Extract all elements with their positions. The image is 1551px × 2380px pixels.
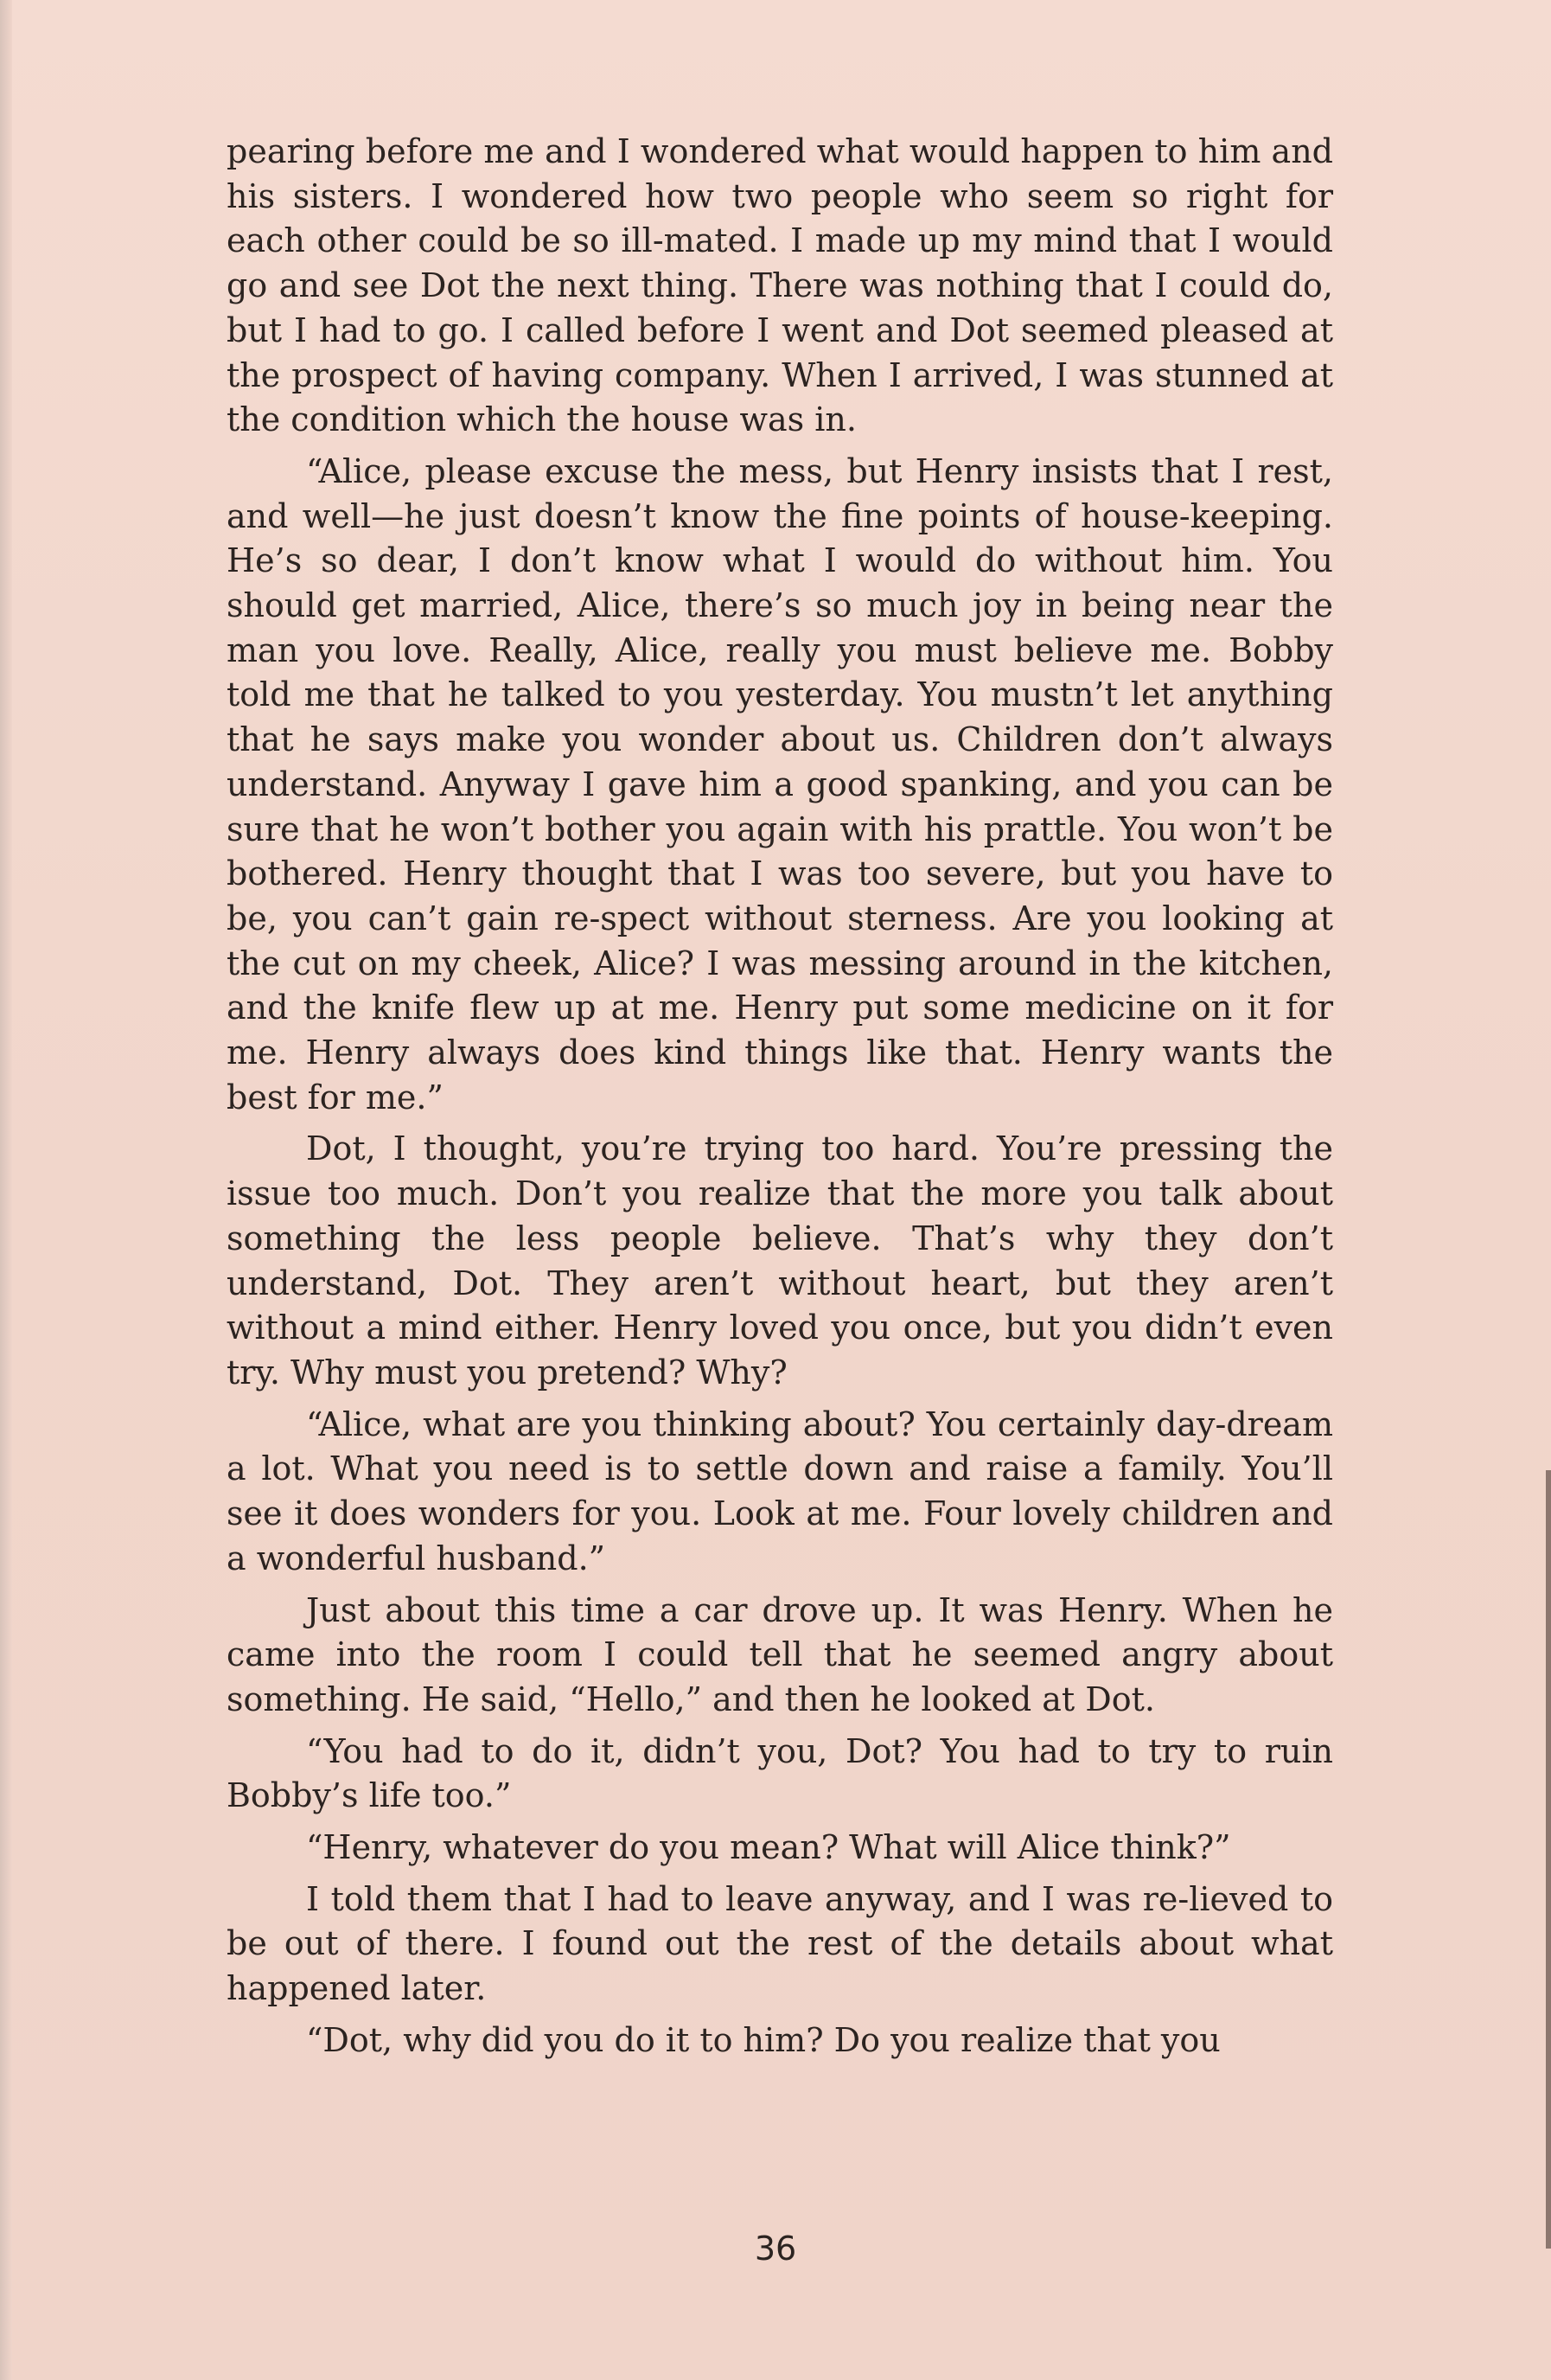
page-binding-edge	[0, 0, 12, 2380]
paragraph: “Alice, please excuse the mess, but Henry insists that I rest, and well—he just doesn’t know the fine points of house-keeping. He’s so dear, I don’t know what I would do without him. You should get married, Alice, there’s so much joy in being near the man you love. Really, Alice, really you must believe me. Bobby told me that he talked to you yesterday. You mustn’t let anything that he says make you wonder about us. Children don’t always understand. Anyway I gave him a good spanking, and you can be sure that he won’t bother you again with his prattle. You won’t be bothered. Henry thought that I was too severe, but you have to be, you can’t gain re-spect without sterness. Are you looking at the cut on my cheek, Alice? I was messing around in the kitchen, and the knife flew up at me. Henry put some medicine on it for me. Henry always does kind things like that. Henry wants the best for me.”	[227, 451, 1333, 1116]
page-number: 36	[754, 2230, 797, 2268]
paragraph: pearing before me and I wondered what would happen to him and his sisters. I wondered how two people who seem so right for each other could be so ill-mated. I made up my mind that I would go and see Dot the next thing. There was nothing that I could do, but I had to go. I called before I went and Dot seemed pleased at the prospect of having company. When I arrived, I was stunned at the condition which the house was in.	[227, 132, 1333, 439]
page-right-edge-shadow	[1546, 1470, 1551, 2249]
paragraph: “You had to do it, didn’t you, Dot? You had to try to ruin Bobby’s life too.”	[227, 1731, 1333, 1815]
paragraph: Dot, I thought, you’re trying too hard. You’re pressing the issue too much. Don’t you realize that the more you talk about something the less people believe. That’s why they don’t understand, Dot. They aren’t without heart, but they aren’t without a mind either. Henry loved you once, but you didn’t even try. Why must you pretend? Why?	[227, 1129, 1333, 1392]
paragraph: “Alice, what are you thinking about? You certainly day-dream a lot. What you need is to settle down and raise a family. You’ll see it does wonders for you. Look at me. Four lovely children and a wonderful husband.”	[227, 1404, 1333, 1577]
body-text	[227, 130, 1333, 2070]
paragraph: Just about this time a car drove up. It was Henry. When he came into the room I could tell that he seemed angry about something. He said, “Hello,” and then he looked at Dot.	[227, 1590, 1333, 1718]
paragraph: “Dot, why did you do it to him? Do you realize that you	[306, 2020, 1221, 2059]
paragraph: “Henry, whatever do you mean? What will Alice think?”	[306, 1828, 1231, 1867]
paragraph: I told them that I had to leave anyway, and I was re-lieved to be out of there. I found out the rest of the details about what happened later.	[227, 1879, 1333, 2008]
